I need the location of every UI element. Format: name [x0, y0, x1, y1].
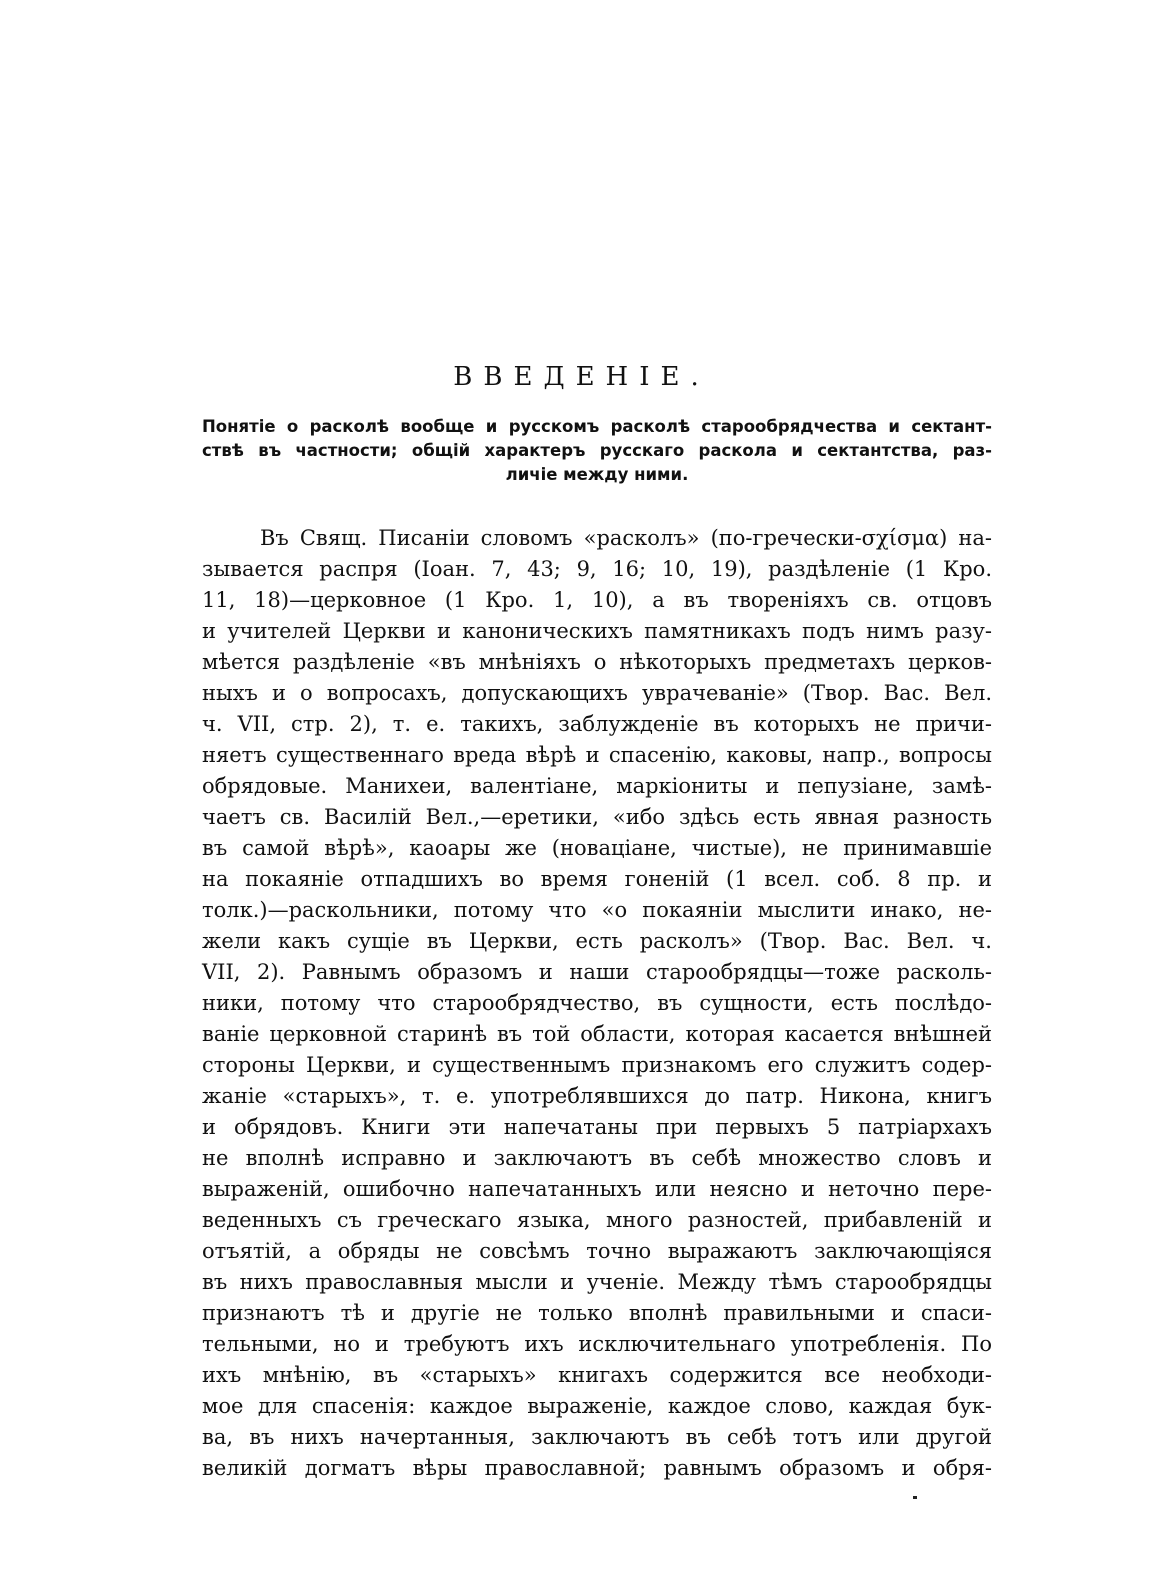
body-line: зывается распря (Іоан. 7, 43; 9, 16; 10, 19), раздѣленіе (1 Кро. — [202, 557, 992, 581]
body-line: и учителей Церкви и каноническихъ памятникахъ подъ нимъ разу- — [202, 619, 992, 643]
body-line: толк.)—раскольники, потому что «о покаяніи мыслити инако, не- — [202, 898, 992, 922]
body-line: въ нихъ православныя мысли и ученіе. Между тѣмъ старообрядцы — [202, 1270, 992, 1294]
body-line: жаніе «старыхъ», т. е. употреблявшихся до патр. Никона, книгъ — [202, 1084, 992, 1108]
body-line: 11, 18)—церковное (1 Кро. 1, 10), а въ твореніяхъ св. отцовъ — [202, 588, 992, 612]
body-line: мое для спасенія: каждое выраженіе, каждое слово, каждая бук- — [202, 1394, 992, 1418]
summary-line: личіе между ними. — [505, 465, 689, 484]
body-line: Въ Свящ. Писаніи словомъ «расколъ» (по-гречески-σχίσμα) на- — [260, 526, 992, 550]
chapter-summary — [202, 415, 992, 487]
summary-line: ствѣ въ частности; общій характеръ русскаго раскола и сектантства, раз- — [202, 441, 992, 460]
body-line: отъятій, а обряды не совсѣмъ точно выражаютъ заключающіяся — [202, 1239, 992, 1263]
body-line: не вполнѣ исправно и заключаютъ въ себѣ множество словъ и — [202, 1146, 992, 1170]
body-line: ч. VII, стр. 2), т. е. такихъ, заблужденіе въ которыхъ не причи- — [202, 712, 992, 736]
body-line: на покаяніе отпадшихъ во время гоненій (1 всел. соб. 8 пр. и — [202, 867, 992, 891]
body-line: въ самой вѣрѣ», каоары же (новаціане, чистые), не принимавшіе — [202, 836, 992, 860]
body-line: тельными, но и требуютъ ихъ исключительнаго употребленія. По — [202, 1332, 992, 1356]
body-line: стороны Церкви, и существеннымъ признакомъ его служитъ содер- — [202, 1053, 992, 1077]
body-line: мѣется раздѣленіе «въ мнѣніяхъ о нѣкоторыхъ предметахъ церков- — [202, 650, 992, 674]
summary-line: Понятіе о расколѣ вообще и русскомъ расколѣ старообрядчества и сектант- — [202, 417, 992, 436]
body-line: ваніе церковной старинѣ въ той области, которая касается внѣшней — [202, 1022, 992, 1046]
body-line: ники, потому что старообрядчество, въ сущности, есть послѣдо- — [202, 991, 992, 1015]
body-line: веденныхъ съ греческаго языка, много разностей, прибавленій и — [202, 1208, 992, 1232]
body-line: и обрядовъ. Книги эти напечатаны при первыхъ 5 патріархахъ — [202, 1115, 992, 1139]
body-line: великій догматъ вѣры православной; равнымъ образомъ и обря- — [202, 1456, 992, 1480]
print-mark — [913, 1496, 917, 1499]
body-line: чаетъ св. Василій Вел.,—еретики, «ибо здѣсь есть явная разность — [202, 805, 992, 829]
body-line: VII, 2). Равнымъ образомъ и наши старообрядцы—тоже расколь- — [202, 960, 992, 984]
chapter-title: ВВЕДЕНІЕ. — [453, 362, 710, 392]
body-line: ихъ мнѣнію, въ «старыхъ» книгахъ содержится все необходи- — [202, 1363, 992, 1387]
body-line: ныхъ и о вопросахъ, допускающихъ уврачеваніе» (Твор. Вас. Вел. — [202, 681, 992, 705]
body-line: няетъ существеннаго вреда вѣрѣ и спасенію, каковы, напр., вопросы — [202, 743, 992, 767]
body-line: обрядовые. Манихеи, валентіане, маркіониты и пепузіане, замѣ- — [202, 774, 992, 798]
body-line: жели какъ сущіе въ Церкви, есть расколъ» (Твор. Вас. Вел. ч. — [202, 929, 992, 953]
body-line: выраженій, ошибочно напечатанныхъ или неясно и неточно пере- — [202, 1177, 992, 1201]
body-line: ва, въ нихъ начертанныя, заключаютъ въ себѣ тотъ или другой — [202, 1425, 992, 1449]
body-text — [202, 523, 992, 1484]
body-line: признаютъ тѣ и другіе не только вполнѣ правильными и спаси- — [202, 1301, 992, 1325]
